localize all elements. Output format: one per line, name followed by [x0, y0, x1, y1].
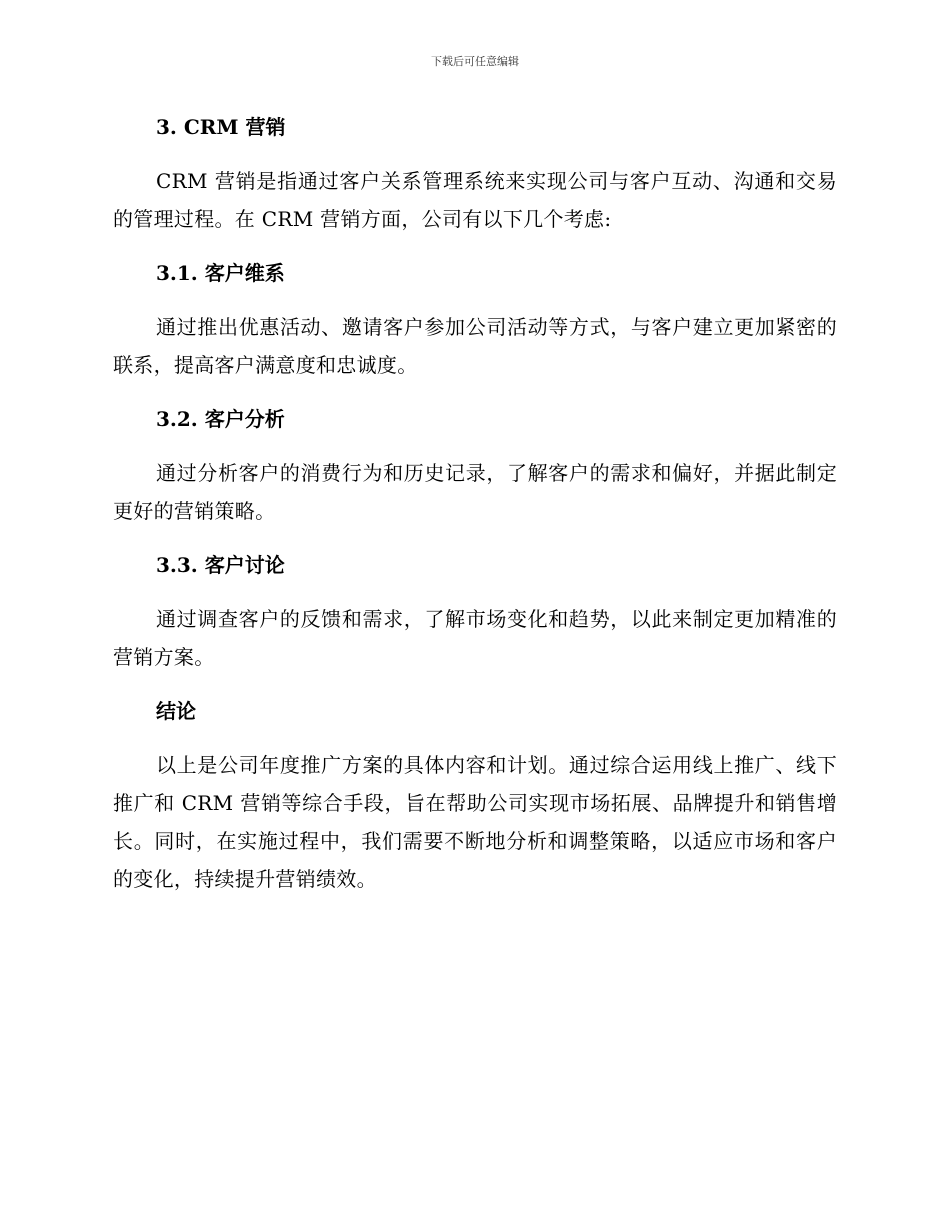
section-heading-crm-marketing: 3. CRM 营销 — [156, 115, 286, 139]
document-body — [113, 110, 837, 898]
section-paragraph-conclusion: 以上是公司年度推广方案的具体内容和计划。通过综合运用线上推广、线下推广和 CRM 营销等综合手段，旨在帮助公司实现市场拓展、品牌提升和销售增长。同时，在实施过程中，我们需要不断地分析和调整策略，以适应市场和客户的变化，持续提升营销绩效。 — [113, 753, 837, 891]
section-heading-conclusion: 结论 — [156, 699, 196, 723]
section-paragraph-crm-marketing: CRM 营销是指通过客户关系管理系统来实现公司与客户互动、沟通和交易的管理过程。在 CRM 营销方面，公司有以下几个考虑: — [113, 169, 837, 231]
section-heading-customer-retention: 3.1. 客户维系 — [156, 261, 285, 285]
section-heading-customer-analysis: 3.2. 客户分析 — [156, 407, 285, 431]
section-paragraph-customer-analysis: 通过分析客户的消费行为和历史记录，了解客户的需求和偏好，并据此制定更好的营销策略。 — [113, 461, 837, 523]
section-paragraph-customer-discussion: 通过调查客户的反馈和需求，了解市场变化和趋势，以此来制定更加精准的营销方案。 — [113, 607, 837, 669]
page-header: 下载后可任意编辑 — [431, 55, 519, 68]
section-paragraph-customer-retention: 通过推出优惠活动、邀请客户参加公司活动等方式，与客户建立更加紧密的联系，提高客户满意度和忠诚度。 — [113, 315, 837, 377]
section-heading-customer-discussion: 3.3. 客户讨论 — [156, 553, 285, 577]
